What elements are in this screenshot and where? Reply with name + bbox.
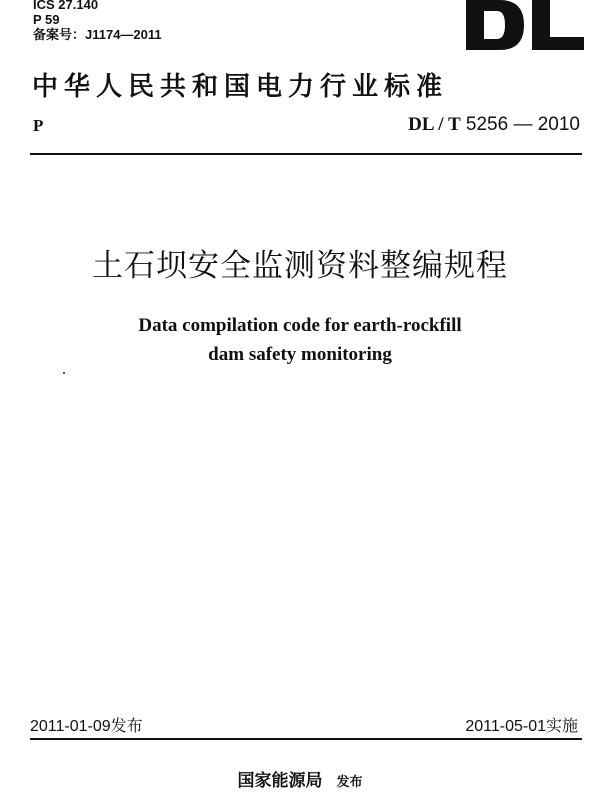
scan-speck — [63, 372, 65, 374]
standard-category-title: 中华人民共和国电力行业标准 — [32, 72, 449, 102]
document-title-english — [0, 311, 600, 369]
classification-code-small: P 59 — [33, 12, 60, 27]
top-divider — [30, 153, 582, 155]
ics-code: ICS 27.140 — [33, 0, 99, 12]
standard-number — [408, 114, 580, 136]
publisher-line — [0, 766, 600, 791]
implementation-date: 2011-05-01实施 — [465, 718, 578, 735]
dl-logo — [464, 0, 586, 50]
standard-number-prefix: DL / T — [408, 114, 461, 135]
standard-number-value: 5256 — 2010 — [465, 114, 580, 135]
header-meta — [33, 0, 162, 42]
english-title-line-2: dam safety monitoring — [208, 344, 392, 365]
filing-number: 备案号：J1174—2011 — [33, 27, 162, 42]
bottom-divider — [30, 738, 582, 740]
publisher-action: 发布 — [336, 775, 363, 790]
english-title-line-1: Data compilation code for earth-rockfill — [138, 315, 462, 336]
classification-code: P — [33, 116, 44, 135]
document-title-chinese: 土石坝安全监测资料整编规程 — [92, 248, 508, 284]
issue-date: 2011-01-09发布 — [30, 718, 143, 735]
publisher-name: 国家能源局 — [237, 771, 323, 791]
